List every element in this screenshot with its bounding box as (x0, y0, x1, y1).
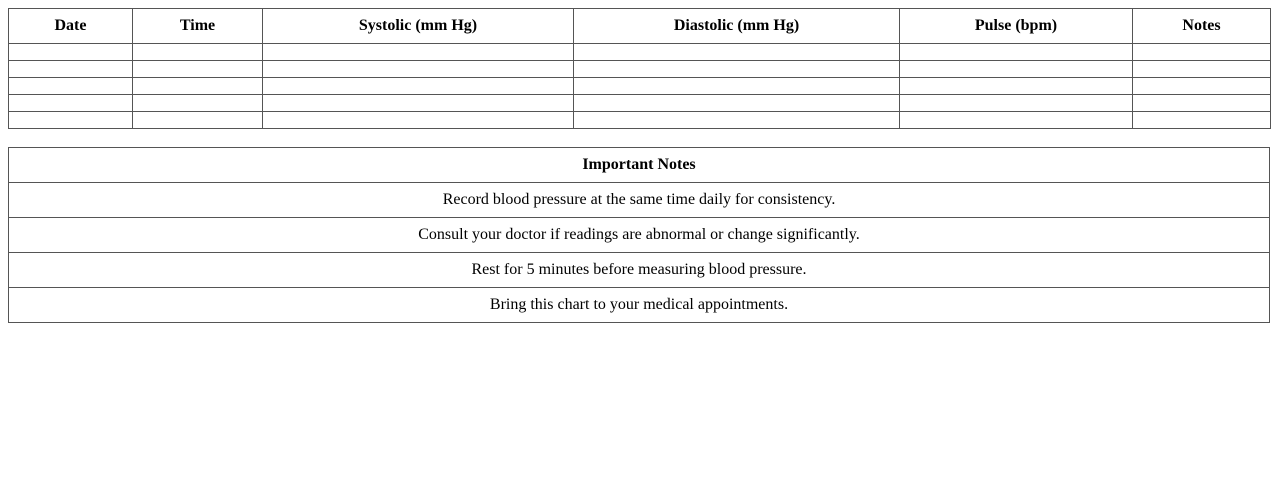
note-text: Bring this chart to your medical appointments. (9, 288, 1270, 323)
diastolic-cell[interactable] (574, 44, 900, 61)
diastolic-cell[interactable] (574, 112, 900, 129)
notes-cell[interactable] (1133, 95, 1271, 112)
systolic-cell[interactable] (263, 78, 574, 95)
diastolic-cell[interactable] (574, 95, 900, 112)
date-cell[interactable] (9, 95, 133, 112)
notes-header-row (9, 148, 1270, 183)
list-item (9, 183, 1270, 218)
notes-cell[interactable] (1133, 44, 1271, 61)
time-cell[interactable] (133, 95, 263, 112)
time-cell[interactable] (133, 78, 263, 95)
list-item (9, 218, 1270, 253)
table-row (9, 112, 1271, 129)
blood-pressure-log-table (8, 8, 1271, 129)
list-item (9, 288, 1270, 323)
date-cell[interactable] (9, 78, 133, 95)
date-cell[interactable] (9, 44, 133, 61)
pulse-cell[interactable] (900, 44, 1133, 61)
important-notes-title: Important Notes (9, 148, 1270, 183)
column-header-time: Time (133, 9, 263, 44)
date-cell[interactable] (9, 61, 133, 78)
notes-cell[interactable] (1133, 112, 1271, 129)
column-header-notes: Notes (1133, 9, 1271, 44)
diastolic-cell[interactable] (574, 78, 900, 95)
important-notes-table (8, 147, 1270, 323)
note-text: Rest for 5 minutes before measuring blood pressure. (9, 253, 1270, 288)
notes-cell[interactable] (1133, 61, 1271, 78)
list-item (9, 253, 1270, 288)
systolic-cell[interactable] (263, 44, 574, 61)
systolic-cell[interactable] (263, 61, 574, 78)
notes-cell[interactable] (1133, 78, 1271, 95)
time-cell[interactable] (133, 61, 263, 78)
diastolic-cell[interactable] (574, 61, 900, 78)
note-text: Record blood pressure at the same time daily for consistency. (9, 183, 1270, 218)
pulse-cell[interactable] (900, 112, 1133, 129)
systolic-cell[interactable] (263, 112, 574, 129)
column-header-pulse: Pulse (bpm) (900, 9, 1133, 44)
table-row (9, 78, 1271, 95)
column-header-systolic: Systolic (mm Hg) (263, 9, 574, 44)
log-table-header-row (9, 9, 1271, 44)
time-cell[interactable] (133, 44, 263, 61)
pulse-cell[interactable] (900, 95, 1133, 112)
time-cell[interactable] (133, 112, 263, 129)
note-text: Consult your doctor if readings are abnormal or change significantly. (9, 218, 1270, 253)
table-row (9, 61, 1271, 78)
column-header-diastolic: Diastolic (mm Hg) (574, 9, 900, 44)
date-cell[interactable] (9, 112, 133, 129)
table-row (9, 44, 1271, 61)
table-row (9, 95, 1271, 112)
column-header-date: Date (9, 9, 133, 44)
pulse-cell[interactable] (900, 61, 1133, 78)
systolic-cell[interactable] (263, 95, 574, 112)
pulse-cell[interactable] (900, 78, 1133, 95)
